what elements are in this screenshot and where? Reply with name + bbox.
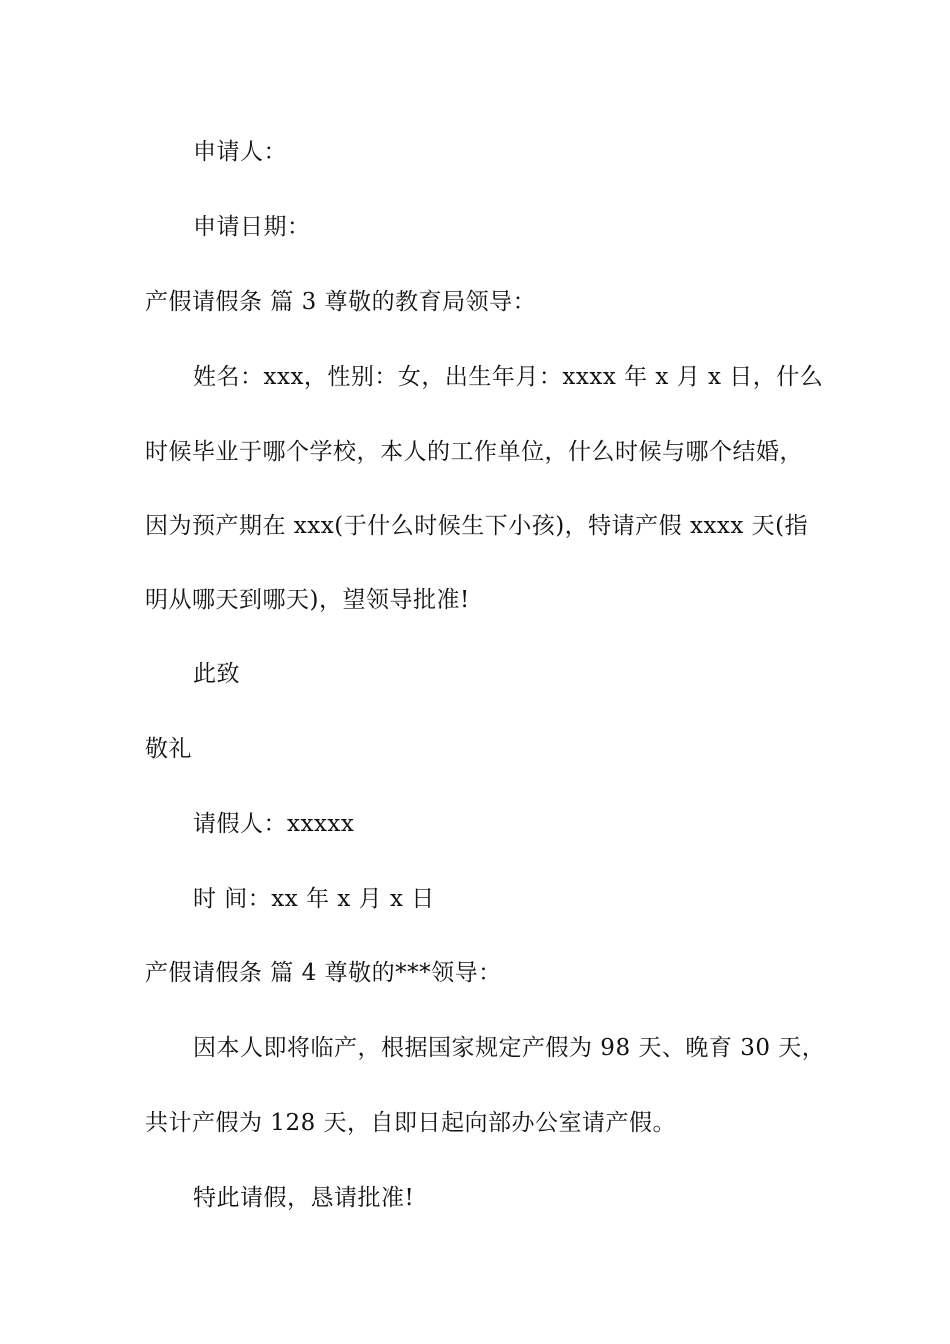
applicant-label: 申请人： [193,139,287,165]
closing-request: 特此请假，恳请批准! [193,1185,415,1211]
section-heading-4: 产假请假条 篇 4 尊敬的***领导： [145,960,502,986]
leave-requester: 请假人：xxxxx [193,811,355,837]
closing-salutation: 此致 [193,661,240,687]
paragraph-line: 姓名：xxx，性别：女，出生年月：xxxx 年 x 月 x 日，什么 [193,364,824,390]
paragraph-line: 明从哪天到哪天)，望领导批准! [145,587,470,613]
request-time: 时 间：xx 年 x 月 x 日 [193,886,435,912]
application-date-label: 申请日期： [193,214,311,240]
paragraph-line: 共计产假为 128 天，自即日起向部办公室请产假。 [145,1110,677,1136]
paragraph-line: 因为预产期在 xxx(于什么时候生下小孩)，特请产假 xxxx 天(指 [145,513,809,539]
section-heading-3: 产假请假条 篇 3 尊敬的教育局领导： [145,289,537,315]
paragraph-line: 因本人即将临产，根据国家规定产假为 98 天、晚育 30 天， [193,1035,826,1061]
closing-regards: 敬礼 [145,736,192,762]
paragraph-line: 时候毕业于哪个学校，本人的工作单位，什么时候与哪个结婚， [145,439,803,465]
